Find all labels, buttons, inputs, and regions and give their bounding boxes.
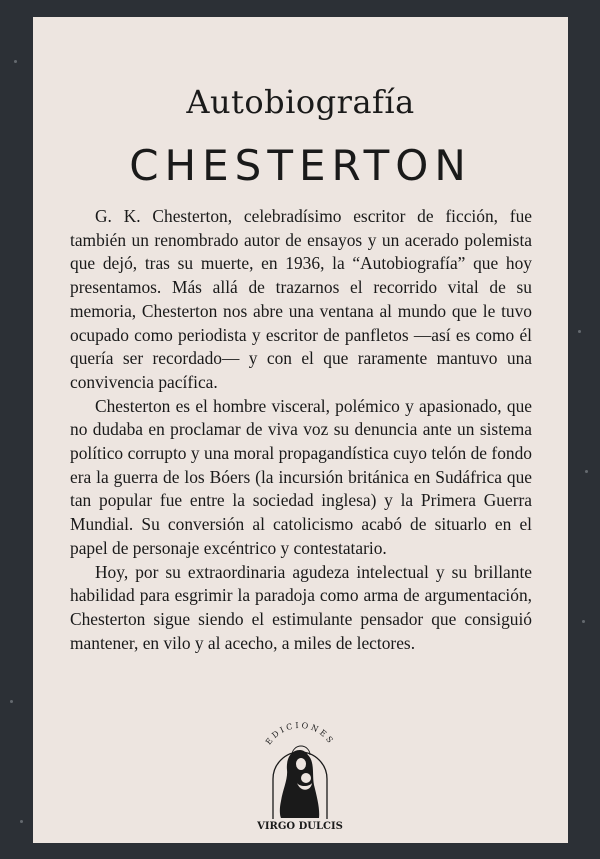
back-cover-page <box>33 17 568 843</box>
virgin-and-child-icon <box>245 717 355 832</box>
book-subtitle: Autobiografía <box>186 83 415 121</box>
publisher-name: VIRGO DULCIS <box>257 821 343 832</box>
publisher-logo <box>245 717 355 832</box>
svg-text:EDICIONES <box>264 721 336 747</box>
blurb-paragraph: Hoy, por su extraordinaria agudeza intelectual y su brillante habilidad para esgrimir la paradoja como arma de argumentación, Chesterton sigue siendo el estimulante pensador que consiguió mantener, en vilo y al acecho, a miles de lectores. <box>70 561 532 653</box>
blurb-paragraph: Chesterton es el hombre visceral, polémico y apasionado, que no dudaba en proclamar de viva voz su denuncia ante un sistema político corrupto y una moral propagandística cuyo telón de fondo era la guerra de los Bóers (la incursión británica en Sudáfrica que tan popular fue entre la sociedad inglesa) y la Primera Guerra Mundial. Su conversión al catolicismo acabó de situarlo en el papel de personaje excéntrico y contestatario. <box>70 395 532 558</box>
blurb-text <box>70 205 532 655</box>
book-author: CHESTERTON <box>129 141 472 190</box>
blurb-paragraph: G. K. Chesterton, celebradísimo escritor de ficción, fue también un renombrado autor de ensayos y un acerado polemista que dejó, tras su muerte, en 1936, la “Autobiografía” que hoy presentamos. Más allá de trazarnos el recorrido vital de su memoria, Chesterton nos abre una ventana al mundo que le tuvo ocupado como periodista y escritor de panfletos —así es como él quería ser recordado— y con el que raramente mantuvo una convivencia pacífica. <box>70 206 532 392</box>
publisher-top-text: EDICIONES <box>263 720 337 747</box>
